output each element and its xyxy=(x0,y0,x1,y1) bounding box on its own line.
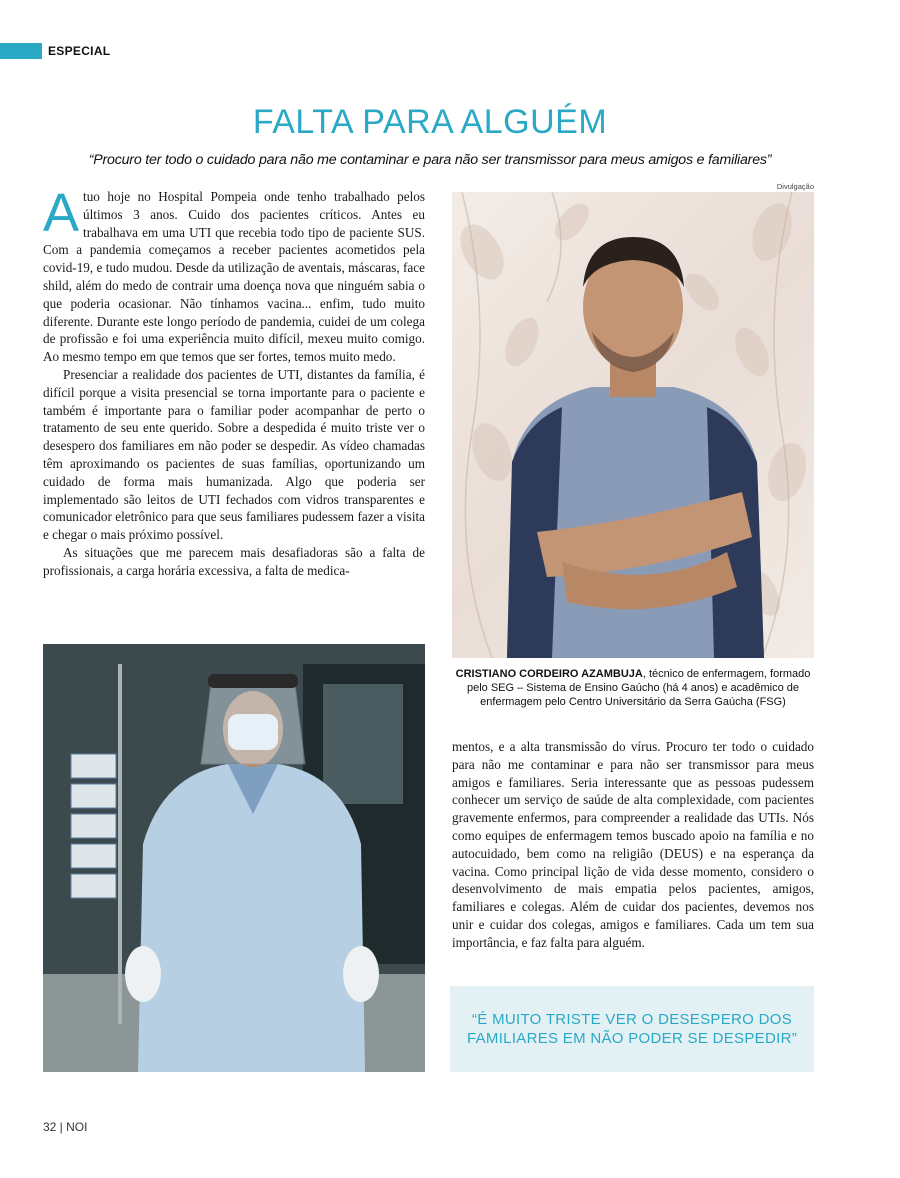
article-body-right: mentos, e a alta transmissão do vírus. Procuro ter todo o cuidado para não me contaminar e para não ser transmissor para meus amigos e familiares. Seria interessante que as pessoas pudessem conhecer um serviço de saúde de alta complexidade, com pacientes gravemente enfermos, para compreender a realidade das UTIs. Nós como equipes de enfermagem temos buscado apoio na família e no autocuidado, bem como na religião (DEUS) e na esperança da vacina. Como principal lição de vida desse momento, considero o desenvolvimento de mais empatia pelos pacientes, amigos, familiares e colegas. Além de cuidar dos pacientes, devemos nos unir e cuidar dos colegas, amigos e familiares. Cada um tem sua importância, e faz falta para alguém. xyxy=(452,739,814,950)
uti-photo xyxy=(43,644,425,1072)
page-footer: 32 | NOI xyxy=(43,1120,88,1134)
pull-quote: “É MUITO TRISTE VER O DESESPERO DOS FAMILIARES EM NÃO PODER SE DESPEDIR” xyxy=(466,1011,798,1047)
drop-cap: A xyxy=(43,183,80,243)
photo-credit: Divulgação xyxy=(776,182,814,191)
paragraph-1 xyxy=(43,183,425,366)
section-label: ESPECIAL xyxy=(48,44,111,58)
paragraph-2: Presenciar a realidade dos pacientes de UTI, distantes da família, é difícil porque a visita presencial se torna importante para o paciente e também é importante para o familiar poder acompanhar de perto o tratamento de seu ente querido. Sobre a despedida é muito triste ver o desespero dos familiares em não poder se despedir. As vídeo chamadas têm aproximando os pacientes de suas famílias, oportunizando um cuidado de forma mais humanizada. Algo que poderia ser implementado são leitos de UTI fechados com vidros transparentes e comunicador eletrônico para que seus familiares pudessem fazer a visita e chegar o mais próximo possível. xyxy=(43,366,425,543)
paragraph-3-start: As situações que me parecem mais desafiadoras são a falta de profissionais, a carga horária excessiva, a falta de medica- xyxy=(43,544,425,578)
article-body-left xyxy=(43,183,425,580)
article-subtitle: “Procuro ter todo o cuidado para não me contaminar e para não ser transmissor para meus amigos e familiares” xyxy=(88,152,772,168)
caption-description: , técnico de enfermagem, formado pelo SEG – Sistema de Ensino Gaúcho (há 4 anos) e acadêmico de enfermagem pelo Centro Universitário da Serra Gaúcha (FSG) xyxy=(466,668,811,708)
pull-quote-box xyxy=(450,986,814,1072)
article-title: FALTA PARA ALGUÉM xyxy=(252,103,608,141)
photo-caption xyxy=(452,667,814,709)
caption-name: CRISTIANO CORDEIRO AZAMBUJA xyxy=(455,668,643,680)
portrait-illustration xyxy=(452,192,814,658)
uti-illustration xyxy=(43,644,425,1072)
portrait-photo xyxy=(452,192,814,658)
section-color-bar xyxy=(0,43,42,59)
paragraph-1-text: tuo hoje no Hospital Pompeia onde tenho trabalhado pelos últimos 3 anos. Cuido dos pacientes críticos. Antes eu trabalhava em uma UTI que recebia todo tipo de paciente SUS. Com a pandemia começamos a receber pacientes acometidos pela covid-19, e tudo mudou. Desde da utilização de aventais, máscaras, face shild, além do medo de contrair uma doença nova que ninguém sabia o que poderia ocasionar. Não tínhamos vacina... enfim, tudo muito diferente. Durante este longo período de pandemia, cuidei de um colega de profissão e foi uma experiência muito difícil, mexeu muito comigo. Ao mesmo tempo em que temos que ser fortes, temos muito medo. xyxy=(43,189,425,365)
